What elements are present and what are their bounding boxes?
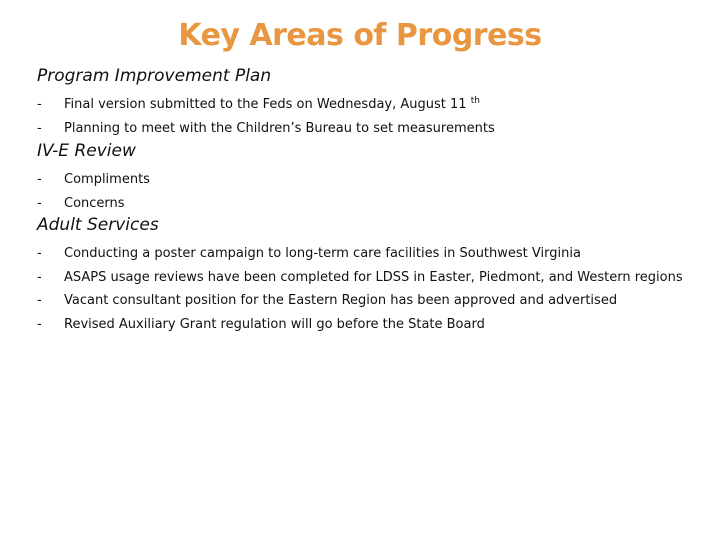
list-item — [37, 242, 697, 266]
section-heading: Adult Services — [37, 215, 159, 235]
bullet-dash: - — [37, 172, 42, 187]
list-item-text: Final version submitted to the Feds on Wednesday, August 11 — [64, 97, 467, 112]
list-item-text: Concerns — [64, 195, 125, 211]
list-item-text: ASAPS usage reviews have been completed for LDSS in Easter, Piedmont, and Western regions — [64, 269, 683, 285]
bullet-dash: - — [37, 293, 42, 308]
section-iv-e-review — [37, 140, 697, 215]
list-item — [37, 117, 697, 141]
bullet-dash: - — [37, 269, 42, 285]
list-item-text: Vacant consultant position for the Eastern Region has been approved and advertised — [64, 293, 618, 308]
list-item-text: Conducting a poster campaign to long-term care facilities in Southwest Virginia — [64, 246, 581, 261]
section-heading: Program Improvement Plan — [37, 66, 272, 86]
list-item-text: Compliments — [64, 172, 150, 187]
bullet-dash: - — [37, 195, 42, 211]
page-title: Key Areas of Progress — [178, 18, 542, 53]
section-program-improvement-plan — [37, 65, 697, 140]
ordinal-suffix: th — [470, 96, 480, 106]
list-item — [37, 168, 697, 192]
bullet-dash: - — [37, 97, 42, 112]
list-item-text: Planning to meet with the Children’s Bureau to set measurements — [64, 120, 495, 136]
bullet-dash: - — [37, 316, 42, 332]
section-adult-services — [37, 214, 697, 336]
bullet-list — [37, 242, 697, 336]
section-heading: IV-E Review — [37, 141, 136, 161]
list-item — [37, 266, 697, 290]
list-item — [37, 313, 697, 337]
list-item — [37, 289, 697, 313]
bullet-dash: - — [37, 120, 42, 136]
list-item — [37, 93, 697, 117]
bullet-list — [37, 93, 697, 140]
bullet-dash: - — [37, 246, 42, 261]
list-item — [37, 192, 697, 216]
bullet-list — [37, 168, 697, 215]
list-item-text: Revised Auxiliary Grant regulation will go before the State Board — [64, 316, 485, 332]
